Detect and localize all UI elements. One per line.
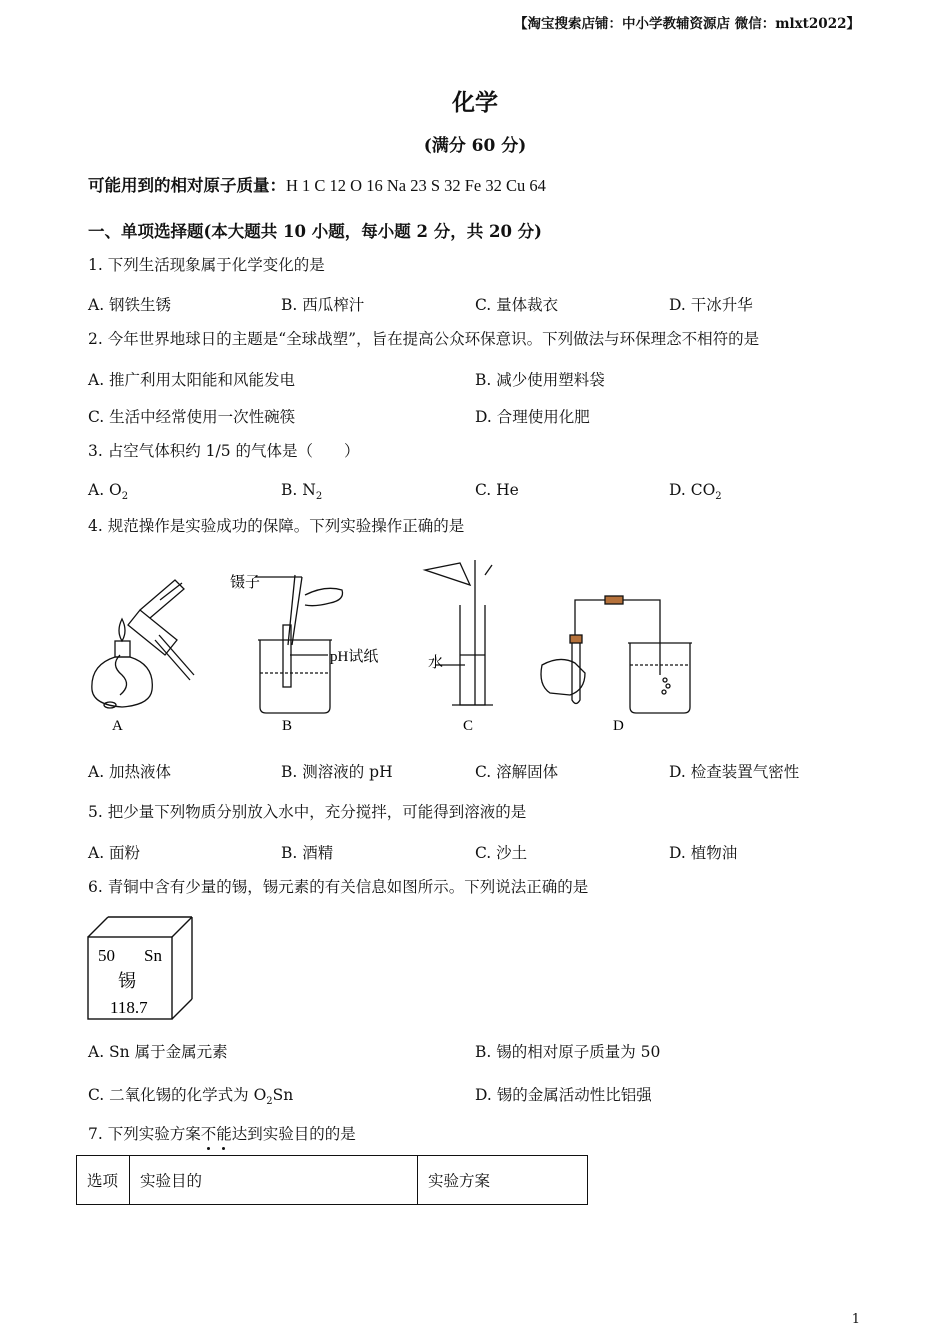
page-number: 1 xyxy=(851,1312,860,1327)
question-7-stem: 7. 下列实验方案不能达到实验目的的是 xyxy=(88,1125,356,1143)
q6-option-a: A. Sn 属于金属元素 xyxy=(88,1043,228,1061)
q5-option-a: A. 面粉 xyxy=(88,844,141,862)
q3-option-a: A. $O_2$ xyxy=(88,481,129,503)
figure-label-d: D xyxy=(613,718,624,734)
q2-option-c: C. 生活中经常使用一次性碗筷 xyxy=(88,408,296,426)
q5-option-b: B. 酒精 xyxy=(281,844,334,862)
q4-option-b: B. 测溶液的 pH xyxy=(281,763,393,781)
q1-option-c: C. 量体裁衣 xyxy=(475,296,559,314)
q1-option-d: D. 干冰升华 xyxy=(669,296,753,314)
question-4-stem: 4. 规范操作是实验成功的保障。下列实验操作正确的是 xyxy=(88,517,465,535)
page-title: 化学 xyxy=(452,89,498,116)
tin-element-card xyxy=(86,915,196,1025)
header-note: 【淘宝搜索店铺：中小学教辅资源店 微信：mlxt2022】 xyxy=(514,16,860,32)
q4-option-a: A. 加热液体 xyxy=(88,763,172,781)
q2-option-a: A. 推广利用太阳能和风能发电 xyxy=(88,371,296,389)
element-name: 锡 xyxy=(118,971,136,992)
label-tweezers: 镊子 xyxy=(230,575,261,591)
element-mass: 118.7 xyxy=(110,998,148,1017)
q3-option-c: C. He xyxy=(475,481,519,499)
q3-option-b: B. $N_2$ xyxy=(281,481,323,503)
q6-option-d: D. 锡的金属活动性比铝强 xyxy=(475,1086,652,1104)
table-header-plan: 实验方案 xyxy=(418,1156,588,1205)
q4-option-d: D. 检查装置气密性 xyxy=(669,763,800,781)
q3-option-d: D. $CO_2$ xyxy=(669,481,722,503)
q6-option-b: B. 锡的相对原子质量为 50 xyxy=(475,1043,661,1061)
emphasis-char: 能 xyxy=(216,1125,232,1143)
figure-label-b: B xyxy=(282,718,293,734)
figure-label-c: C xyxy=(463,718,474,734)
q4-option-c: C. 溶解固体 xyxy=(475,763,559,781)
q1-option-b: B. 西瓜榨汁 xyxy=(281,296,365,314)
question-2-stem: 2. 今年世界地球日的主题是“全球战塑”，旨在提高公众环保意识。下列做法与环保理念不相符的是 xyxy=(88,330,760,348)
label-water: 水 xyxy=(428,655,444,671)
element-symbol: Sn xyxy=(144,946,162,965)
q7-table xyxy=(76,1155,588,1205)
lab-operations-figure xyxy=(80,555,720,740)
figure-label-a: A xyxy=(112,718,123,734)
q2-option-d: D. 合理使用化肥 xyxy=(475,408,590,426)
atomic-masses-values: H 1 C 12 O 16 Na 23 S 32 Fe 32 Cu 64 xyxy=(286,176,546,195)
q2-option-b: B. 减少使用塑料袋 xyxy=(475,371,605,389)
figure-b-ph-test xyxy=(255,575,343,713)
table-header-goal: 实验目的 xyxy=(130,1156,418,1205)
emphasis-char: 不 xyxy=(200,1125,217,1143)
page-subtitle: (满分 60 分) xyxy=(423,136,527,156)
q6-option-c: C. 二氧化锡的化学式为 $O_2Sn$ xyxy=(88,1086,294,1108)
atomic-masses xyxy=(88,172,546,196)
figure-c-cylinder xyxy=(425,560,493,705)
q5-option-c: C. 沙土 xyxy=(475,844,528,862)
q5-option-d: D. 植物油 xyxy=(669,844,738,862)
table-row xyxy=(77,1156,588,1205)
question-3-stem: 3. 占空气体积约 1/5 的气体是（ ） xyxy=(88,442,360,460)
section-heading: 一、单项选择题(本大题共 10 小题，每小题 2 分，共 20 分) xyxy=(88,222,542,241)
question-6-stem: 6. 青铜中含有少量的锡，锡元素的有关信息如图所示。下列说法正确的是 xyxy=(88,878,589,896)
figure-a-heating xyxy=(92,580,194,708)
figure-d-airtight xyxy=(541,596,692,713)
label-ph-paper: pH试纸 xyxy=(330,649,379,665)
q1-option-a: A. 钢铁生锈 xyxy=(88,296,172,314)
atomic-masses-label: 可能用到的相对原子质量： xyxy=(88,176,286,195)
table-header-option: 选项 xyxy=(77,1156,130,1205)
element-atomic-number: 50 xyxy=(98,946,115,965)
question-1-stem: 1. 下列生活现象属于化学变化的是 xyxy=(88,256,325,274)
question-5-stem: 5. 把少量下列物质分别放入水中，充分搅拌，可能得到溶液的是 xyxy=(88,803,527,821)
